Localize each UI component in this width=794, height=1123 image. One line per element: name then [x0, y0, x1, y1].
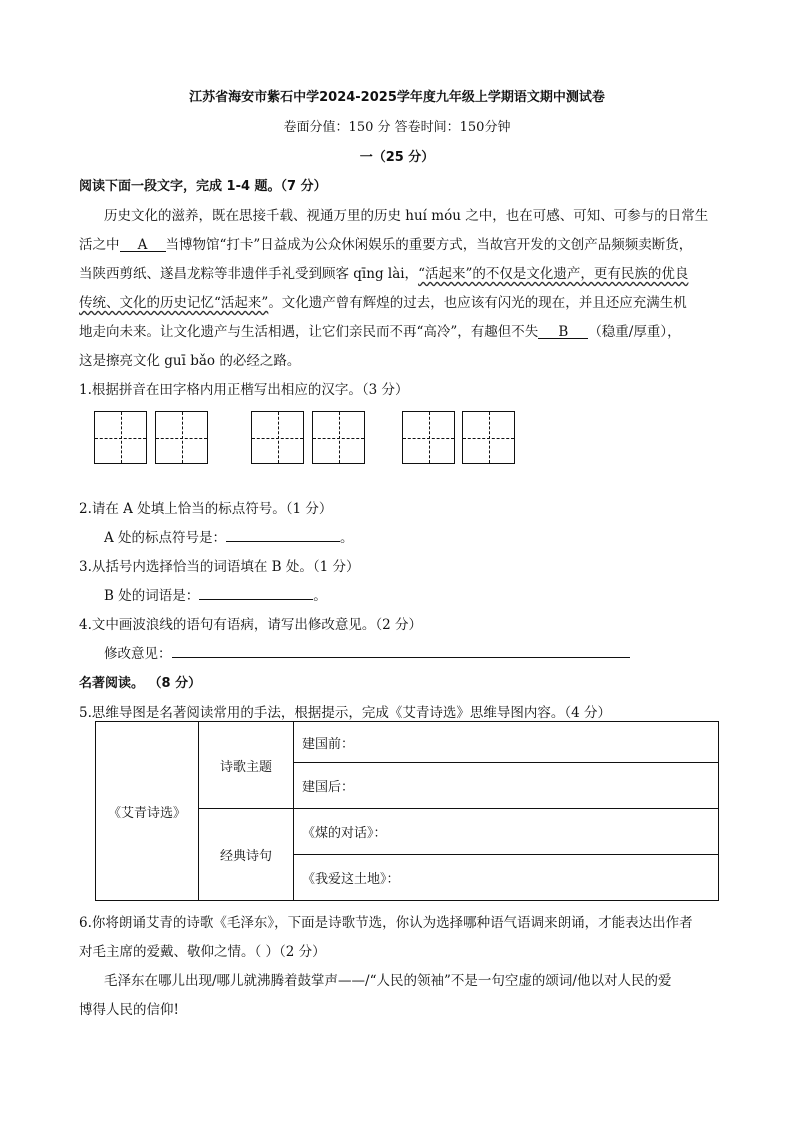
question-3-answer [104, 584, 327, 604]
question-5: 5.思维导图是名著阅读常用的手法，根据提示，完成《艾青诗选》思维导图内容。（4 分） [79, 705, 612, 721]
mindmap-before[interactable]: 建国前： [294, 722, 719, 763]
reading-instruction: 阅读下面一段文字，完成 1-4 题。（7 分） [79, 179, 327, 194]
mindmap-table [95, 721, 719, 901]
question-2: 2.请在 A 处填上恰当的标点符号。（1 分） [79, 501, 333, 517]
answer-label: A 处的标点符号是： [104, 530, 227, 546]
wavy-sentence: “活起来”的不仅是文化遗产，更有民族的优良 [418, 266, 689, 282]
mindmap-classic: 经典诗句 [199, 809, 294, 901]
question-1: 1.根据拼音在田字格内用正楷写出相应的汉字。（3 分） [79, 382, 409, 398]
question-2-answer [104, 526, 354, 546]
passage-line-6: 这是擦亮文化 guī bǎo 的必经之路。 [79, 353, 301, 369]
answer-period: 。 [340, 530, 354, 546]
mindmap-after[interactable]: 建国后： [294, 763, 719, 809]
answer-blank-b[interactable] [199, 585, 313, 600]
section-one-heading: 一（25 分） [359, 150, 435, 165]
mindmap-land[interactable]: 《我爱这土地》： [294, 855, 719, 901]
passage-line-3 [79, 262, 688, 282]
answer-period: 。 [313, 588, 327, 604]
tianzige-box[interactable] [94, 411, 147, 464]
question-6-line-1: 6.你将朗诵艾青的诗歌《毛泽东》，下面是诗歌节选，你认为选择哪种语气语调来朗诵，才能表达出作者 [79, 915, 693, 931]
passage-line-2 [79, 233, 692, 253]
exam-meta: 卷面分值：150 分 答卷时间：150分钟 [283, 120, 511, 135]
passage-line-4 [79, 291, 687, 311]
question-6-line-2: 对毛主席的爱戴、敬仰之情。（ ）（2 分） [79, 944, 326, 960]
passage-text: 。文化遗产曾有辉煌的过去，也应该有闪光的现在，并且还应充满生机 [268, 295, 687, 311]
passage-line-1: 历史文化的滋养，既在思接千载、视通万里的历史 huí móu 之中，也在可感、可知、可参与的日常生 [104, 208, 709, 224]
mindmap-coal[interactable]: 《煤的对话》： [294, 809, 719, 855]
blank-b-label: B [558, 324, 569, 340]
passage-text: 地走向未来。让文化遗产与生活相遇，让它们亲民而不再“高冷”，有趣但不失 [79, 324, 539, 340]
tianzige-box[interactable] [251, 411, 304, 464]
page-title: 江苏省海安市紫石中学2024-2025学年度九年级上学期语文期中测试卷 [189, 90, 605, 105]
passage-text: 当博物馆“打卡”日益成为公众休闲娱乐的重要方式，当故宫开发的文创产品频频卖断货， [165, 237, 693, 253]
passage-line-5 [79, 320, 681, 340]
tianzige-box[interactable] [402, 411, 455, 464]
poem-line-1: 毛泽东在哪儿出现/哪儿就沸腾着鼓掌声——/“人民的领袖”不是一句空虚的颂词/他以对人民的爱 [104, 973, 672, 989]
blank-a-label: A [137, 237, 148, 253]
blank-b[interactable] [538, 324, 588, 339]
passage-text: 活之中 [79, 237, 120, 253]
mindmap-theme: 诗歌主题 [199, 722, 294, 809]
classics-heading: 名著阅读。 （8 分） [79, 676, 202, 691]
blank-a[interactable] [120, 237, 166, 252]
passage-text: 当陕西剪纸、遂昌龙粽等非遗伴手礼受到顾客 qīng lài， [79, 266, 419, 282]
poem-line-2: 博得人民的信仰! [79, 1002, 179, 1018]
passage-text: （稳重/厚重）， [588, 324, 681, 340]
tianzige-box[interactable] [312, 411, 365, 464]
wavy-sentence: 传统、文化的历史记忆“活起来” [79, 295, 269, 311]
answer-blank-a[interactable] [226, 527, 340, 542]
tianzige-box[interactable] [462, 411, 515, 464]
mindmap-root: 《艾青诗选》 [96, 722, 199, 901]
question-4-answer [104, 642, 630, 662]
question-4: 4.文中画波浪线的语句有语病，请写出修改意见。（2 分） [79, 617, 423, 633]
answer-label: B 处的词语是： [104, 588, 200, 604]
answer-label: 修改意见： [104, 646, 172, 662]
revision-blank[interactable] [172, 643, 630, 658]
tianzige-box[interactable] [155, 411, 208, 464]
question-3: 3.从括号内选择恰当的词语填在 B 处。（1 分） [79, 559, 360, 575]
